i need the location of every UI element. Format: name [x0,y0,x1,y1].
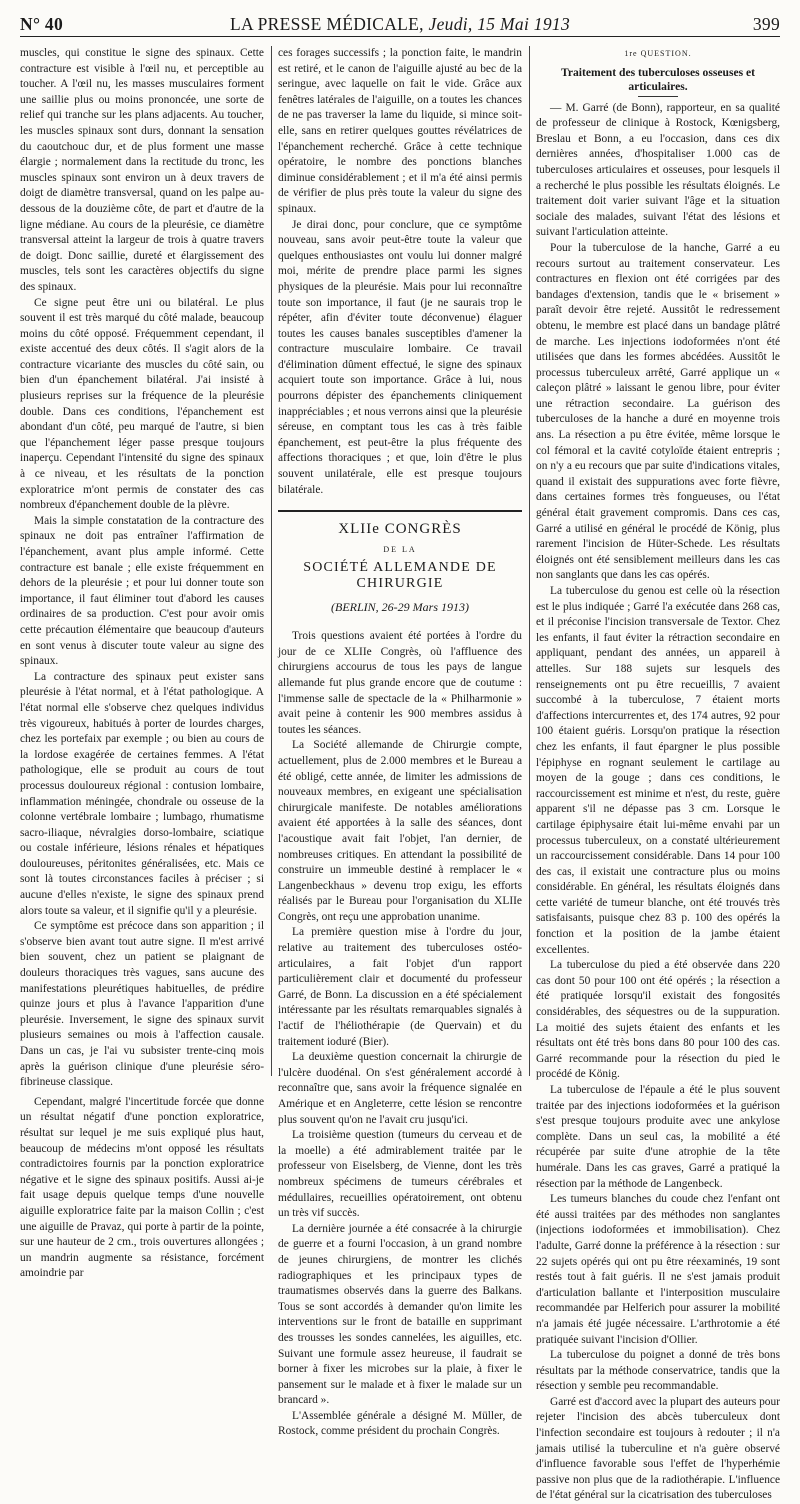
column-2-article-end [278,46,522,498]
question-title: Traitement des tuberculoses osseuses et articulaires. [560,65,756,93]
paragraph: Ce symptôme est précoce dans son apparition ; il s'observe bien avant tout autre signe. Il m'est arrivé bien souvent, chez un patient se plaignant de douleurs thoraciques très vagues, sans aucune des manifestations pleurétiques habituelles, de prédire quinze jours et plus à l'avance l'apparition d'une pleurésie. Inversement, le signe des spinaux survit plusieurs semaines ou mois à l'affection causale. Dans un cas, je l'ai vu subsister trente-cinq mois après la guérison clinique d'une pleurésie séro-fibrineuse classique. [20,920,264,1089]
paragraph: Mais la simple constatation de la contracture des spinaux ne doit pas entraîner l'affirmation de l'épanchement, avant plus ample informé. Cette contracture est banale ; elle existe fréquemment en dehors de la pleurésie ; et pour lui donner toute son importance, il faut éliminer tout d'abord les causes ordinaires de sa production. C'est pour avoir omis cette précaution élémentaire que beaucoup d'auteurs en sont venus à discuter toute valeur au signe des spinaux. [20,514,264,668]
paragraph: La contracture des spinaux peut exister sans pleurésie à l'état normal, et à l'état pathologique. A l'état normal elle s'observe chez quelques individus très vigoureux, habitués à porter de lourdes charges, chez les portefaix par exemple ; ou bien au cours de la lordose exagérée de certaines femmes. A l'état pathologique, elle se produit au cours de tout processus douloureux régional : contusion lombaire, inflammation méningée, chondrale ou osseuse de la colonne vertébrale lombaire ; lumbago, rhumatisme sacro-iliaque, névralgies dorso-lombaire, sciatique ou costale inférieure, lésions rénales et hépatiques douloureuses, péritonites généralisées, etc. Mais ce sont là toutes circonstances faciles à préciser ; si aucune d'elles n'existe, le signe des spinaux prend alors toute sa valeur, et il signifie qu'il y a pleurésie. [20,670,264,917]
paragraph: Les tumeurs blanches du coude chez l'enfant ont été aussi traitées par des méthodes non sanglantes (injections iodoformées et immobilisation). Chez l'adulte, Garré donne la préférence à la résection : sur 22 sujets opérés qui ont pu être réexaminés, 19 sont restés tout à fait guéris. Il ne s'est jamais produit d'articulation ballante et l'interposition musculaire recommandée par Helferich pour assurer la mobilité n'a jamais été jugée nécessaire. L'arthrotomie a été pratiquée suivant l'incision d'Ollier. [536,1193,780,1346]
question-report [536,101,780,1504]
journal-name: LA PRESSE MÉDICALE, [229,14,424,34]
column-rule [529,46,530,1076]
paragraph: Je dirai donc, pour conclure, que ce symptôme nouveau, sans avoir peut-être toute la valeur que quelques enthousiastes ont voulu lui donner malgré moi, mérite de prendre place parmi les signes physiques de la pleurésie. Mais pour lui reconnaître toute son importance, il faut (je ne saurais trop le répéter, afin d'éviter toute déconvenue) élaguer toutes les causes banales susceptibles d'amener la contracture musculaire lombaire. Ce travail d'élimination dûment effectué, le signe des spinaux acquiert toute son importance. Grâce à lui, nous pourrons dépister des épanchements cliniquement inappréciables ; et nous verrons ainsi que la pleurésie séreuse, en comptant tous les cas à très faible épanchement, est peut-être la plus fréquente des affections thoraciques ; et que, loin d'être le plus souvent unilatérale, elle est presque toujours bilatérale. [278,218,522,496]
column-2 [278,46,522,1438]
congress-location-dates: (BERLIN, 26-29 Mars 1913) [331,599,469,614]
paragraph: L'Assemblée générale a désigné M. Müller, de Rostock, comme président du prochain Congrès. [278,1409,522,1438]
running-title [20,14,780,35]
paragraph: La Société allemande de Chirurgie compte, actuellement, plus de 2.000 membres et le Bureau a été obligé, cette année, de limiter les admissions de nouveaux membres, en exigeant une spécialisation chirurgicale manifeste. De notables améliorations avaient été apportées à la salle des séances, dont l'acoustique avait fait l'objet, l'an dernier, de nombreuses critiques. En attendant la possibilité de construire un immeuble destiné à remplacer le « Langenbeckhaus » devenu trop exigu, les efforts réalisés par le Bureau pour l'organisation du XLIIe Congrès, ont reçu une approbation unanime. [278,739,522,923]
paragraph: Ce signe peut être uni ou bilatéral. Le plus souvent il est très marqué du côté malade, beaucoup moins du côté opposé. Fréquemment cependant, il existe accentué des deux côtés. Il s'agit alors de la contracture vicariante des muscles du côté sain, ou bien d'un épanchement bilatéral. J'ai insisté à plusieurs reprises sur la fréquence de la pleurésie double. Dans ces conditions, l'épanchement est abondant d'un côté, peu marqué de l'autre, si bien que l'épanchement léger passe presque toujours inaperçu. Cependant l'intensité du signe des spinaux à ce niveau, et les résultats de la ponction exploratrice m'ont permis de constater des cas nombreux d'épanchement double de la plèvre. [20,296,264,512]
column-1 [20,46,264,1280]
paragraph: Trois questions avaient été portées à l'ordre du jour de ce XLIIe Congrès, où l'affluence des chirurgiens accourus de tous les pays de langue allemande fut plus grande encore que de coutume : l'immense salle de spectacle de la « Philharmonie » avait peine à contenir les 900 membres assidus à toutes les séances. [278,630,522,736]
paragraph: Garré est d'accord avec la plupart des auteurs pour rejeter l'incision des abcès tuberculeux dont l'infection secondaire est toujours à redouter ; il n'a jamais utilisé la tuberculine et n'a guère observé d'influence favorable sous l'effet de l'hyperhémie passive non plus que de la radiothérapie. L'influence de l'état général sur la cicatrisation des tuberculoses [536,1395,780,1502]
issue-number: N° 40 [20,14,64,34]
short-rule [638,96,678,97]
page-header [20,14,780,37]
question-heading: 1re QUESTION. [624,49,692,58]
paragraph: La deuxième question concernait la chirurgie de l'ulcère duodénal. On s'est généralement accordé à reconnaître que, sans avoir la fréquence signalée en Amérique et en Angleterre, cette lésion se rencontre plus souvent qu'on ne l'avait cru jusqu'ici. [278,1051,522,1126]
paragraph: Cependant, malgré l'incertitude forcée que donne un résultat négatif d'une ponction exploratrice, résultat sur lequel je me suis expliqué plus haut, beaucoup de médecins m'ont opposé les résultats contradictoires fournis par la ponction exploratrice négative et le signe des spinaux positifs. Aussi ai-je fait usage depuis quelque temps d'une nouvelle aiguille exploratrice faite par la maison Collin ; c'est une aiguille de Pravaz, qui porte à partir de la pointe, sur une hauteur de 2 cm., trois ouvertures allongées ; un mandrin augmente sa résistance, forcément amoindrie par [20,1095,264,1280]
section-separator [278,510,522,512]
paragraph: La tuberculose du poignet a donné de très bons résultats par la méthode conservatrice, tandis que la résection y semble peu recommandable. [536,1349,780,1393]
paragraph: La tuberculose de l'épaule a été le plus souvent traitée par des injections iodoformées et la guérison s'est presque toujours produite avec une ankylose complète. Dans un seul cas, la mobilité a été récupérée par suite d'une atrophie de la tête humérale. Dans les cas graves, Garré a pratiqué la résection par la méthode de Langenbeck. [536,1084,780,1190]
congress-title: XLIIe CONGRÈS [338,521,462,538]
paragraph: La première question mise à l'ordre du jour, relative au traitement des tuberculoses ostéo-articulaires, a fait l'objet d'un rapport particulièrement clair et documenté du professeur Garré, de Bonn. La discussion en a été spécialement intéressante par les résultats remarquables signalés à l'actif de l'héliothérapie (de Quervain) et du traitement ioduré (Bier). [278,926,522,1048]
issue-date: Jeudi, 15 Mai 1913 [428,14,571,34]
society-name: SOCIÉTÉ ALLEMANDE DE CHIRURGIE [303,560,497,591]
congress-heading [278,522,522,615]
paragraph: La troisième question (tumeurs du cerveau et de la moelle) a été admirablement traitée par le professeur von Eiselsberg, de Vienne, dont les très nombreux spécimens de tumeurs cérébrales et médullaires, recueillies opératoirement, ont obtenu un très vif succès. [278,1129,522,1220]
congress-connector: DE LA [383,544,417,554]
paragraph: La tuberculose du pied a été observée dans 220 cas dont 50 pour 100 ont été opérés ; la résection a été pratiquée lorsqu'il existait des fongosités considérables, des séquestres ou de la suppuration. La moitié des sujets étaient des enfants et les résultats ont été très bons dans 80 pour 100 des cas. Garré recommande pour la résection du pied le procédé de König. [536,959,780,1081]
column-3 [536,46,780,1502]
column-rule [271,46,272,1076]
paragraph: La dernière journée a été consacrée à la chirurgie de guerre et a fourni l'occasion, à un grand nombre de jeunes chirurgiens, de montrer les clichés radiographiques et les principaux types de traumatismes observés dans la guerre des Balkans. Tous se sont accordés à demander qu'on limite les interventions sur le front de bataille en supprimant des trousses les sondes cannelées, les aiguilles, etc. Suivant une formule assez heureuse, il faudrait se borner à fixer les microbes sur la plaie, à fixer le pansement sur le malade et à fixer le malade sur un brancard ». [278,1222,522,1407]
paragraph: muscles, qui constitue le signe des spinaux. Cette contracture est visible à l'œil nu, et perceptible au toucher. A l'œil nu, les masses musculaires forment une saillie plus ou moins prononcée, une sorte de relief qui tranche sur les plans adjacents. Au toucher, les muscles spinaux sont durs, donnant la sensation du caoutchouc dur, et de plus forment une masse élargie ; normalement dans la rectitude du tronc, les muscles spinaux sont environ un à deux travers de doigt de diamètre transversal, quand on les palpe au-dessous de la douzième côte, de part et d'autre de la ligne médiane. Au cours de la pleurésie, ce diamètre transversal atteint la largeur de trois à quatre travers de doigt. Donc saillie, dureté et élargissement des muscles, tels sont les caractères objectifs du signe des spinaux. [20,47,264,293]
paragraph: — M. Garré (de Bonn), rapporteur, en sa qualité de professeur de clinique à Rostock, Kœnigsberg, Breslau et Bonn, a eu l'occasion, dans ces dix dernières années, d'hospitaliser 1.000 cas de tuberculoses articulaires et osseuses, pour lesquels il a recherché le plus possible les résultats éloignés. Le traitement doit varier suivant l'âge et la situation sociale des malades, suivant l'état des lésions et suivant l'articulation atteinte. [536,101,780,239]
congress-report [278,629,522,1440]
page-number: 399 [752,14,780,34]
paragraph: ces forages successifs ; la ponction faite, le mandrin est retiré, et le canon de l'aiguille ajusté au bec de la seringue, avec laquelle on fait le vide. Grâce aux fenêtres latérales de l'aiguille, on a toutes les chances de ne pas traverser la lame du liquide, si mince soit-elle, sans en retirer quelques gouttes révélatrices de l'épanchement recherché. Grâce à cette technique opératoire, le nombre des ponctions blanches diminue considérablement ; et il m'a été ainsi permis de vérifier de plus près toute la valeur du signe des spinaux. [278,47,522,215]
paragraph: Pour la tuberculose de la hanche, Garré a eu recours surtout au traitement conservateur. Les contractures en flexion ont été corrigées par des bandages d'extension, tandis que le « brisement » paraît devoir être rejeté. Aussitôt le redressement obtenu, le membre est placé dans un bandage plâtré de marche. Les injections iodoformées n'ont été utilisées que dans les formes abcédées. Aussitôt le processus tuberculeux arrêté, Garré applique un « caleçon plâtré » laissant le genou libre, pour éviter une rétraction secondaire. La guérison des tuberculoses de la hanche a duré en moyenne trois ans. La résection a pu être évitée, même lorsque le col fémoral et la cavité cotyloïde étaient entrepris ; on n'y a eu recours que par suite d'indications vitales, quand il existait des suppurations avec forte fièvre, dans certaines formes très fongueuses, ou l'état général était gravement compromis. Dans ces cas, Garré a utilisé en général le procédé de König, plus rarement l'incision de Hüter-Schede. Les résultats éloignés ont été sensiblement meilleurs dans les cas non sanglants que dans les cas opérés. [536,241,780,582]
paragraph: La tuberculose du genou est celle où la résection est le plus indiquée ; Garré l'a exécutée dans 268 cas, et il préconise l'incision transversale de Textor. Chez les enfants, il faut éviter la rétraction secondaire en appliquant, pendant des années, un appareil à attelles. Sur 188 sujets sur lesquels des renseignements ont pu être recueillis, 7 avaient succombé à la tuberculose, 7 étaient morts d'affections intercurrentes et, des 174 autres, 92 pour 100 étaient guéris. Lorsqu'on pratique la résection chez les enfants, il faut épargner le plus possible l'épiphyse en rognant seulement le cartilage au moyen de la gouge ; dans ces conditions, le raccourcissement est minime et n'est, du reste, guère apparent s'il ne dépasse pas 3 cm. Lorsque le cartilage épiphysaire était lui-même envahi par un processus tuberculeux, on a constaté ultérieurement un raccourcissement considérable. Dans 14 pour 100 des cas, il existait une contracture plus ou moins considérable. En général, les résultats éloignés dans cette variété de tumeur blanche, ont été trouvés très satisfaisants, puisque chez 83 p. 100 des opérés la fonction et la position de la jambe étaient excellentes. [536,585,780,956]
